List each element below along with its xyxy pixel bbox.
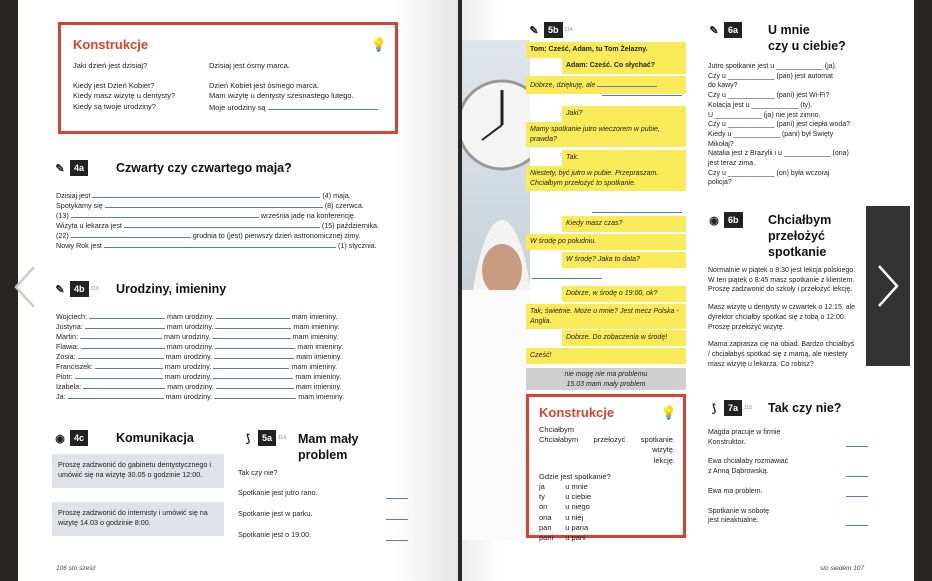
exercise-number: 5b [544,22,563,38]
section-title-4c: Komunikacja [116,431,194,445]
prev-page-button[interactable] [8,262,42,312]
exercise-4a [56,190,386,254]
row-4b: Franciszek: mam urodziny. mam imieniny. [56,362,338,371]
left-page [18,0,458,581]
page-number-right: sto siedem 107 [820,565,865,572]
dialogue-line: Cześć! [526,348,686,364]
speech-icon: ◉ [709,214,719,227]
row-4b: Ja: mam urodziny. mam imieniny. [56,392,344,401]
section-title-5a: Mam mały problem [298,432,359,462]
k-q2: Kiedy jest Dzień Kobiet? [73,81,155,91]
row-4a: Nowy Rok jest (1) stycznia. [56,241,377,250]
dialogue-line: Kiedy masz czas? [562,216,686,232]
dialogue-line: Tak. [562,150,686,166]
pen-icon: ✎ [709,24,719,37]
audio-track: 115 [744,405,752,411]
office-photo [462,40,530,540]
dialogue-line: Adam: Cześć. Co słychać? [562,58,686,74]
dialogue-line: Dobrze. Do zobaczenia w środę! [562,330,686,346]
ear-icon: ⟆ [245,432,251,445]
konstrukcje-title: Konstrukcje [539,405,615,420]
exercise-6a: Jutro spotkanie jest u ____________ (ja). Czy u ____________ (pan) jest automat do kawy? Czy u ____________ (pani) jest Wi-Fi? Kolacja jest u ____________ (ty). U ____________ (ja) nie jest zimno. Czy u ____________ (pani) jest ciepła woda? Kiedy u ____________ (pani) był Święty Mikołaj? Natalia jest z Brazylii i u ____________ (ona) jest teraz zima. Czy u ____________ (on) była wczoraj policja? [708,63,851,187]
answer-blank[interactable] [846,489,868,497]
dialogue-line: W środę po południu. [526,234,686,250]
row-4b: Piotr: mam urodziny. mam imieniny. [56,372,342,381]
row-4a: (13) września jadę na konferencję. [56,211,356,220]
k-a1: Dzisiaj jest ósmy marca. [209,61,290,70]
next-page-button[interactable] [866,206,910,366]
exercise-number: 4c [70,430,88,446]
k-a2: Dzień Kobiet jest ósmego marca. [209,81,320,91]
pen-icon: ✎ [55,162,65,175]
dialogue-line: Tom: Cześć, Adam, tu Tom Żelazny. [526,42,686,58]
row-4a: Spotykamy się (8) czerwca. [56,201,364,210]
row-4b: Izabela: mam urodziny. mam imieniny. [56,382,342,391]
task-card-2: Proszę zadzwonić do internisty i umówić się na wizytę 14.03 o godzinie 8:00. [52,502,224,536]
k-a3: Mam wizytę u dentysty szesnastego lutego. [209,91,354,101]
audio-track: 114 [564,27,573,33]
exercise-6b [708,266,858,369]
exercise-number: 4b [70,281,89,297]
page-number-left: 106 sto sześć [56,565,96,572]
answer-blank[interactable] [105,200,323,208]
answer-blank[interactable] [846,469,868,477]
section-title-6b: Chciałbym przełożyć spotkanie [768,213,832,259]
section-title-7a: Tak czy nie? [768,401,842,415]
chevron-left-icon [12,264,38,310]
task-paragraph: Masz wizytę u dentysty w czwartek o 12:15, ale dyrektor chciałby spotkać się z tobą o 12:00. Proszę przełożyć wizytę. [708,304,856,331]
true-false-item: Spotkanie jest jutro rano. [238,488,318,497]
section-title-6a: U mnie czy u ciebie? [768,23,846,53]
row-4a: Wizyta u lekarza jest (15) października. [56,221,380,230]
badge-5b [526,22,573,38]
konstrukcje-content: Chciałbym Chciałabym przełożyć spotkanie. wizytę. lekcję. Gdzie jest spotkanie? ja ty on ona pan pani u mnie u ciebie u niego u niej u pana u pani [539,425,675,543]
badge-4c [52,430,88,446]
chevron-right-icon [875,263,901,309]
pen-icon: ✎ [55,283,65,296]
answer-blank[interactable] [386,491,408,499]
true-false-item: Spotkanie jest w parku. [238,509,313,518]
answer-blank[interactable] [602,95,682,96]
row-4b: Flawia: mam urodziny. mam imieniny. [56,342,344,351]
task-paragraph: Mama zaprasza cię na obiad. Bardzo chciałbyś / chciałabyś spotkać się z mamą, ale niestety masz wizytę u lekarza. Co robisz? [708,341,855,368]
answer-blank[interactable] [71,230,191,238]
word-bank: nie mogę nie ma problemu 15.03 mam mały problem [526,368,686,390]
lightbulb-icon: 💡 [660,405,677,420]
exercise-7a: Magda pracuje w firmie Konstruktor. Ewa chciałaby rozmawiać z Anną Dąbrowską. Ewa ma problem. Spotkanie w sobotę jest nieaktualne. [708,428,868,526]
badge-6b [706,212,743,228]
k-q4: Kiedy są twoje urodziny? [73,101,156,111]
speech-icon: ◉ [55,432,65,445]
pen-icon: ✎ [529,24,539,37]
question-label: Tak czy nie? [238,468,278,477]
konstrukcje-box-right [526,394,686,543]
badge-4a [52,160,88,176]
badge-6a [706,22,742,38]
answer-blank[interactable] [592,212,682,213]
answer-blank[interactable] [532,278,602,279]
clock-illustration [462,40,530,540]
answer-blank[interactable] [92,190,320,198]
badge-4b [52,281,99,297]
dialogue-line: Jaki? [562,106,686,122]
audio-track: 114 [278,435,286,441]
answer-blank[interactable] [386,533,408,541]
exercise-number: 4a [70,160,88,176]
row-4a: (22) grudnia to (jest) pierwszy dzień astronomicznej zimy. [56,231,361,240]
answer-blank[interactable] [104,240,336,248]
exercise-number: 7a [724,400,742,416]
audio-track: 113 [90,286,99,292]
konstrukcje-title: Konstrukcje [73,37,149,52]
dialogue-line: W środę? Jaka to data? [562,252,686,268]
exercise-number: 6b [724,212,743,228]
konstrukcje-col1 [73,61,203,112]
k-q1: Jaki dzień jest dzisiaj? [73,61,148,70]
section-title-4a: Czwarty czy czwartego maja? [116,161,292,175]
right-page [462,0,914,581]
lightbulb-icon: 💡 [370,37,387,52]
dialogue-line: Tak, świetnie. Może u mnie? Jest mecz Polska - Anglia. [526,304,686,329]
exercise-number: 5a [258,430,276,446]
badge-7a [706,400,752,416]
ear-icon: ⟆ [711,402,717,415]
answer-blank[interactable] [71,210,259,218]
row-4a: Dzisiaj jest (4) maja. [56,191,351,200]
answer-blank[interactable] [846,439,868,447]
dialogue-line: Dobrze, w środę o 19:00, ok? [562,286,686,302]
dialogue-line: Niestety, być jutro w pubie. Przepraszam. Chciałbym przełożyć to spotkanie. [526,166,686,191]
true-false-item: Spotkanie jest o 19:00. [238,530,312,539]
row-4b: Martin: mam urodziny. mam imieniny. [56,332,339,341]
exercise-4b [56,311,386,403]
row-4b: Wojciech: mam urodziny. mam imieniny. [56,312,338,321]
section-title-4b: Urodziny, imieniny [116,282,227,296]
k-a4: Moje urodziny są [209,102,266,112]
exercise-number: 6a [724,22,742,38]
konstrukcje-box-left [58,22,398,134]
task-card-1: Proszę zadzwonić do gabinetu dentystycznego i umówić się na wizytę 30.05 o godzinie 12:00. [52,454,224,488]
answer-blank[interactable] [124,220,320,228]
answer-blank[interactable] [846,518,868,526]
exercise-5a [238,468,408,540]
row-4b: Zosia: mam urodziny. mam imieniny. [56,352,342,361]
dialogue-line: Dobrze, dziękuję, ale [526,76,686,94]
answer-blank[interactable] [386,512,408,520]
row-4b: Justyna: mam urodziny. mam imieniny. [56,322,340,331]
konstrukcje-col2 [209,61,389,113]
answer-blank[interactable] [268,102,378,110]
task-paragraph: Normalnie w piątek o 8:30 jest lekcja polskiego. W ten piątek o 8:45 masz spotkanie z klientem. Proszę zadzwonić do szkoły i przełożyć lekcję. [708,267,856,294]
badge-5a [240,430,286,446]
k-q3: Kiedy masz wizytę u dentysty? [73,91,176,101]
dialogue-line: Mamy spotkanie jutro wieczorem w pubie, prawda? [526,122,686,147]
